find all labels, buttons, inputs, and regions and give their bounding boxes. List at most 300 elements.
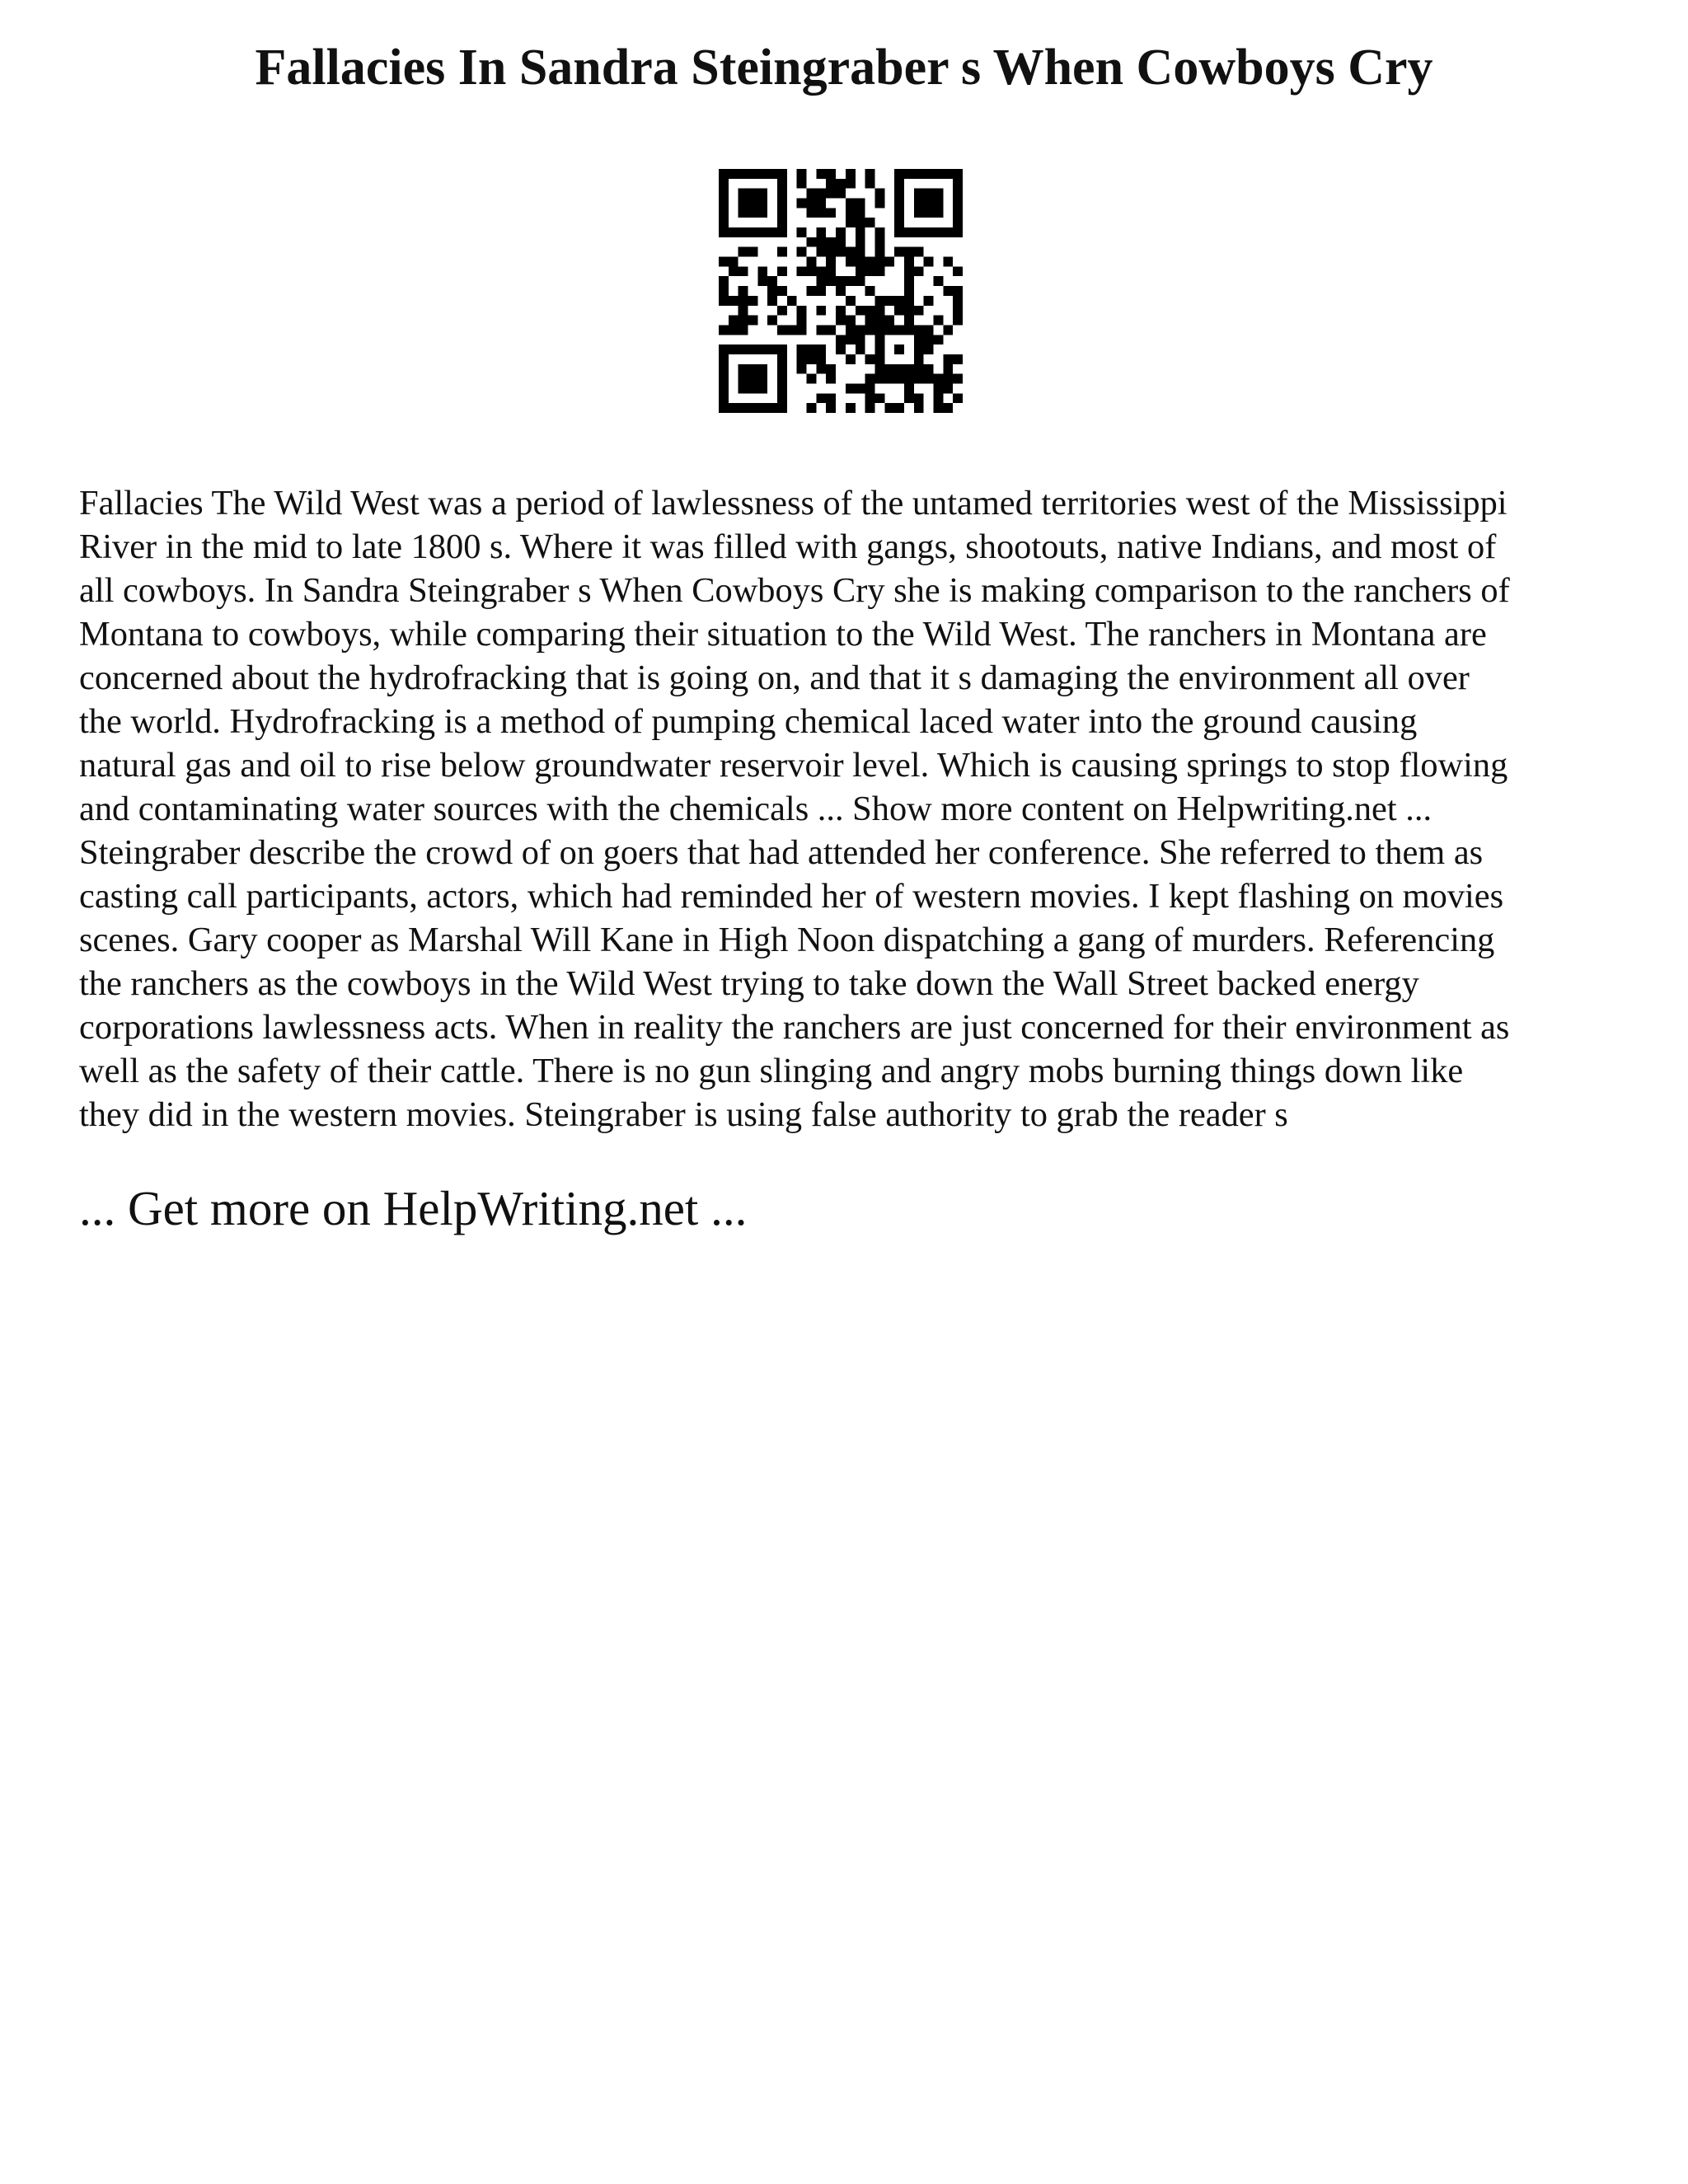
qr-module (719, 403, 729, 413)
qr-module (816, 169, 826, 179)
qr-module (738, 208, 748, 218)
qr-module (748, 189, 758, 199)
qr-module (865, 316, 875, 326)
qr-module (865, 393, 875, 403)
qr-module (874, 227, 884, 237)
qr-module (748, 227, 758, 237)
qr-module (924, 257, 934, 267)
qr-module (729, 316, 738, 326)
qr-module (797, 169, 807, 179)
qr-module (836, 179, 846, 189)
qr-module (865, 306, 875, 316)
qr-module (826, 364, 836, 374)
qr-module (865, 179, 875, 189)
body-line: they did in the western movies. Steingraber is using false authority to grab the reader s (79, 1095, 1288, 1134)
qr-module (807, 344, 817, 354)
qr-module (884, 257, 894, 267)
qr-module (777, 208, 787, 218)
qr-module (777, 344, 787, 354)
qr-module (894, 364, 904, 374)
qr-module (748, 199, 758, 209)
qr-module (856, 383, 865, 393)
qr-module (826, 374, 836, 384)
qr-module (874, 374, 884, 384)
qr-module (856, 208, 865, 218)
qr-module (826, 325, 836, 335)
qr-module (846, 316, 856, 326)
qr-module (777, 266, 787, 276)
qr-module (777, 179, 787, 189)
qr-module (767, 276, 777, 286)
qr-module (738, 169, 748, 179)
qr-module (757, 374, 767, 384)
qr-module (807, 189, 817, 199)
qr-module (777, 306, 787, 316)
qr-module (894, 344, 904, 354)
qr-module (894, 208, 904, 218)
qr-module (836, 344, 846, 354)
qr-module (933, 393, 943, 403)
qr-module (924, 374, 934, 384)
qr-module (836, 306, 846, 316)
qr-module (719, 218, 729, 227)
qr-module (874, 316, 884, 326)
qr-module (719, 276, 729, 286)
qr-module (943, 354, 953, 364)
qr-module (894, 296, 904, 306)
document-title: Fallacies In Sandra Steingraber s When Cowboys Cry (255, 40, 1433, 96)
qr-module (807, 257, 817, 267)
qr-module (757, 208, 767, 218)
qr-module (856, 306, 865, 316)
qr-module (826, 237, 836, 247)
qr-module (757, 169, 767, 179)
qr-module (777, 227, 787, 237)
qr-module (748, 374, 758, 384)
qr-module (738, 286, 748, 296)
body-paragraph (79, 481, 1629, 1137)
qr-module (719, 286, 729, 296)
body-line: scenes. Gary cooper as Marshal Will Kane in High Noon dispatching a gang of murders. Referencing (79, 921, 1495, 959)
qr-module (757, 276, 767, 286)
qr-module (933, 383, 943, 393)
qr-module (816, 237, 826, 247)
qr-module (914, 335, 924, 344)
qr-module (738, 374, 748, 384)
qr-module (767, 286, 777, 296)
qr-module (874, 296, 884, 306)
qr-module (904, 374, 914, 384)
qr-module (719, 189, 729, 199)
qr-module (797, 364, 807, 374)
body-line: natural gas and oil to rise below groundwater reservoir level. Which is causing springs to stop flowing (79, 746, 1508, 785)
qr-module (943, 169, 953, 179)
qr-module (924, 325, 934, 335)
qr-module (748, 403, 758, 413)
qr-module (874, 325, 884, 335)
qr-module (953, 189, 963, 199)
qr-module (904, 276, 914, 286)
qr-module (777, 189, 787, 199)
qr-module (767, 316, 777, 326)
qr-module (874, 344, 884, 354)
qr-module (777, 199, 787, 209)
qr-module (953, 227, 963, 237)
qr-module (826, 257, 836, 267)
qr-module (894, 374, 904, 384)
qr-module (807, 374, 817, 384)
qr-module (719, 296, 729, 306)
qr-module (748, 208, 758, 218)
qr-module (719, 227, 729, 237)
qr-module (719, 374, 729, 384)
qr-module (924, 344, 934, 354)
qr-module (826, 179, 836, 189)
qr-module (807, 354, 817, 364)
qr-module (874, 247, 884, 257)
qr-module (924, 208, 934, 218)
qr-module (914, 208, 924, 218)
qr-module (846, 276, 856, 286)
qr-module (816, 286, 826, 296)
qr-module (933, 316, 943, 326)
qr-module (719, 208, 729, 218)
qr-module (933, 374, 943, 384)
qr-module (738, 227, 748, 237)
qr-module (826, 276, 836, 286)
qr-module (953, 208, 963, 218)
qr-module (719, 393, 729, 403)
qr-module (904, 286, 914, 296)
qr-module (856, 325, 865, 335)
qr-module (933, 403, 943, 413)
qr-module (777, 393, 787, 403)
body-line: the ranchers as the cowboys in the Wild West trying to take down the Wall Street backed energy (79, 964, 1419, 1003)
qr-module (816, 208, 826, 218)
qr-module (767, 296, 777, 306)
qr-module (856, 247, 865, 257)
qr-module (914, 374, 924, 384)
qr-module (807, 237, 817, 247)
qr-module (816, 344, 826, 354)
qr-module (953, 199, 963, 209)
qr-module (894, 169, 904, 179)
qr-module (894, 189, 904, 199)
qr-module (777, 374, 787, 384)
qr-module (856, 276, 865, 286)
qr-module (914, 227, 924, 237)
qr-module (914, 199, 924, 209)
qr-module (924, 364, 934, 374)
qr-module (777, 247, 787, 257)
qr-module (807, 208, 817, 218)
qr-module (914, 247, 924, 257)
body-line: corporations lawlessness acts. When in reality the ranchers are just concerned for their environment as (79, 1008, 1510, 1047)
qr-module (933, 335, 943, 344)
body-line: well as the safety of their cattle. There is no gun slinging and angry mobs burning things down like (79, 1052, 1464, 1090)
qr-module (904, 325, 914, 335)
body-line: the world. Hydrofracking is a method of pumping chemical laced water into the ground causing (79, 702, 1418, 741)
qr-module (767, 169, 777, 179)
body-line: and contaminating water sources with the chemicals ... Show more content on Helpwriting.net ... (79, 790, 1432, 828)
qr-module (797, 344, 807, 354)
qr-module (757, 364, 767, 374)
qr-module (953, 169, 963, 179)
qr-module (748, 296, 758, 306)
qr-module (719, 199, 729, 209)
qr-module (738, 266, 748, 276)
qr-module (738, 383, 748, 393)
qr-module (874, 306, 884, 316)
qr-module (933, 276, 943, 286)
qr-module (719, 169, 729, 179)
qr-module (914, 364, 924, 374)
qr-module (777, 364, 787, 374)
qr-module (904, 247, 914, 257)
qr-module (953, 179, 963, 189)
qr-module (894, 179, 904, 189)
qr-module (943, 325, 953, 335)
qr-module (777, 383, 787, 393)
body-line: Fallacies The Wild West was a period of lawlessness of the untamed territories west of the Mississippi (79, 484, 1507, 523)
qr-module (865, 257, 875, 267)
body-line: Steingraber describe the crowd of on goers that had attended her conference. She referred to them as (79, 833, 1484, 872)
qr-module (865, 374, 875, 384)
qr-module (797, 306, 807, 316)
qr-module (846, 335, 856, 344)
qr-module (807, 403, 817, 413)
qr-module (738, 325, 748, 335)
qr-module (846, 208, 856, 218)
qr-module (865, 218, 875, 227)
qr-module (856, 257, 865, 267)
qr-module (865, 383, 875, 393)
qr-module (748, 344, 758, 354)
qr-module (924, 227, 934, 237)
body-line: River in the mid to late 1800 s. Where it was filled with gangs, shootouts, native Indians, and most of (79, 527, 1497, 566)
qr-module (719, 179, 729, 189)
qr-module (865, 266, 875, 276)
qr-module (874, 237, 884, 247)
qr-module (748, 247, 758, 257)
qr-module (797, 325, 807, 335)
qr-module (826, 208, 836, 218)
qr-module (865, 403, 875, 413)
qr-module (797, 247, 807, 257)
qr-module (884, 316, 894, 326)
qr-module (836, 227, 846, 237)
qr-module (856, 218, 865, 227)
qr-module (943, 257, 953, 267)
qr-module (894, 325, 904, 335)
qr-module (933, 208, 943, 218)
qr-module (953, 218, 963, 227)
qr-module (729, 266, 738, 276)
qr-module (738, 316, 748, 326)
qr-module (748, 383, 758, 393)
qr-module (807, 286, 817, 296)
qr-module (767, 344, 777, 354)
qr-module (884, 403, 894, 413)
qr-module (807, 266, 817, 276)
qr-module (797, 354, 807, 364)
qr-module (914, 403, 924, 413)
qr-module (884, 325, 894, 335)
qr-module (777, 218, 787, 227)
qr-module (797, 179, 807, 189)
qr-module (777, 325, 787, 335)
qr-module (904, 316, 914, 326)
qr-module (748, 316, 758, 326)
qr-module (757, 227, 767, 237)
qr-module (826, 169, 836, 179)
qr-module (836, 237, 846, 247)
qr-module (894, 247, 904, 257)
qr-module (865, 325, 875, 335)
qr-module (777, 403, 787, 413)
qr-module (757, 403, 767, 413)
qr-module (777, 169, 787, 179)
qr-module (904, 306, 914, 316)
qr-module (904, 266, 914, 276)
qr-module (797, 266, 807, 276)
qr-module (874, 189, 884, 199)
qr-module (719, 257, 729, 267)
qr-module (953, 374, 963, 384)
qr-module (729, 296, 738, 306)
qr-module (826, 189, 836, 199)
qr-module (719, 364, 729, 374)
qr-module (816, 276, 826, 286)
qr-module (914, 169, 924, 179)
qr-module (748, 364, 758, 374)
qr-module (836, 276, 846, 286)
qr-module (719, 344, 729, 354)
qr-module (846, 257, 856, 267)
qr-module (953, 266, 963, 276)
qr-module (846, 403, 856, 413)
qr-module (846, 383, 856, 393)
qr-module (856, 227, 865, 237)
qr-module (816, 393, 826, 403)
qr-module (894, 218, 904, 227)
qr-module (719, 354, 729, 364)
qr-module (807, 199, 817, 209)
qr-module (767, 227, 777, 237)
qr-module (816, 364, 826, 374)
qr-module (953, 316, 963, 326)
qr-code-icon[interactable] (719, 169, 963, 413)
qr-module (933, 227, 943, 237)
qr-module (874, 364, 884, 374)
qr-module (816, 354, 826, 364)
get-more-link[interactable]: ... Get more on HelpWriting.net ... (79, 1181, 748, 1235)
qr-module (953, 306, 963, 316)
qr-module (729, 344, 738, 354)
qr-module (856, 199, 865, 209)
qr-module (719, 383, 729, 393)
qr-module (846, 179, 856, 189)
qr-module (914, 266, 924, 276)
qr-module (738, 247, 748, 257)
qr-module (846, 218, 856, 227)
qr-module (748, 169, 758, 179)
qr-module (816, 189, 826, 199)
qr-module (894, 199, 904, 209)
qr-module (787, 325, 797, 335)
qr-module (953, 393, 963, 403)
qr-module (797, 227, 807, 237)
qr-module (846, 247, 856, 257)
qr-module (738, 364, 748, 374)
qr-module (933, 189, 943, 199)
qr-module (943, 364, 953, 374)
body-line: Montana to cowboys, while comparing their situation to the Wild West. The ranchers in Montana are (79, 615, 1487, 654)
qr-module (943, 227, 953, 237)
qr-module (738, 296, 748, 306)
qr-module (874, 257, 884, 267)
qr-module (884, 364, 894, 374)
qr-module (797, 199, 807, 209)
qr-module (943, 374, 953, 384)
qr-module (846, 296, 856, 306)
qr-module (874, 354, 884, 364)
body-line: concerned about the hydrofracking that is going on, and that it s damaging the environment all over (79, 658, 1470, 697)
qr-module (874, 393, 884, 403)
qr-module (816, 247, 826, 257)
qr-module (816, 227, 826, 237)
qr-module (904, 169, 914, 179)
qr-module (757, 344, 767, 354)
qr-module (856, 266, 865, 276)
qr-module (924, 199, 934, 209)
qr-module (729, 257, 738, 267)
qr-module (816, 266, 826, 276)
qr-module (884, 374, 894, 384)
qr-module (914, 189, 924, 199)
qr-module (836, 286, 846, 296)
qr-module (767, 403, 777, 413)
qr-module (846, 354, 856, 364)
qr-module (729, 403, 738, 413)
qr-module (894, 306, 904, 316)
qr-module (826, 403, 836, 413)
qr-module (953, 296, 963, 306)
qr-module (729, 325, 738, 335)
qr-module (924, 169, 934, 179)
qr-module (816, 306, 826, 316)
qr-module (787, 296, 797, 306)
qr-module (757, 383, 767, 393)
qr-module (738, 189, 748, 199)
qr-module (777, 286, 787, 296)
qr-module (826, 393, 836, 403)
qr-module (874, 266, 884, 276)
qr-module (914, 325, 924, 335)
qr-module (904, 393, 914, 403)
qr-module (738, 403, 748, 413)
qr-module (894, 227, 904, 237)
qr-module (953, 354, 963, 364)
qr-module (729, 169, 738, 179)
qr-module (846, 325, 856, 335)
qr-module (884, 296, 894, 306)
qr-module (874, 199, 884, 209)
qr-code-graphic (719, 169, 963, 413)
qr-module (874, 335, 884, 344)
qr-module (914, 354, 924, 364)
qr-module (914, 393, 924, 403)
